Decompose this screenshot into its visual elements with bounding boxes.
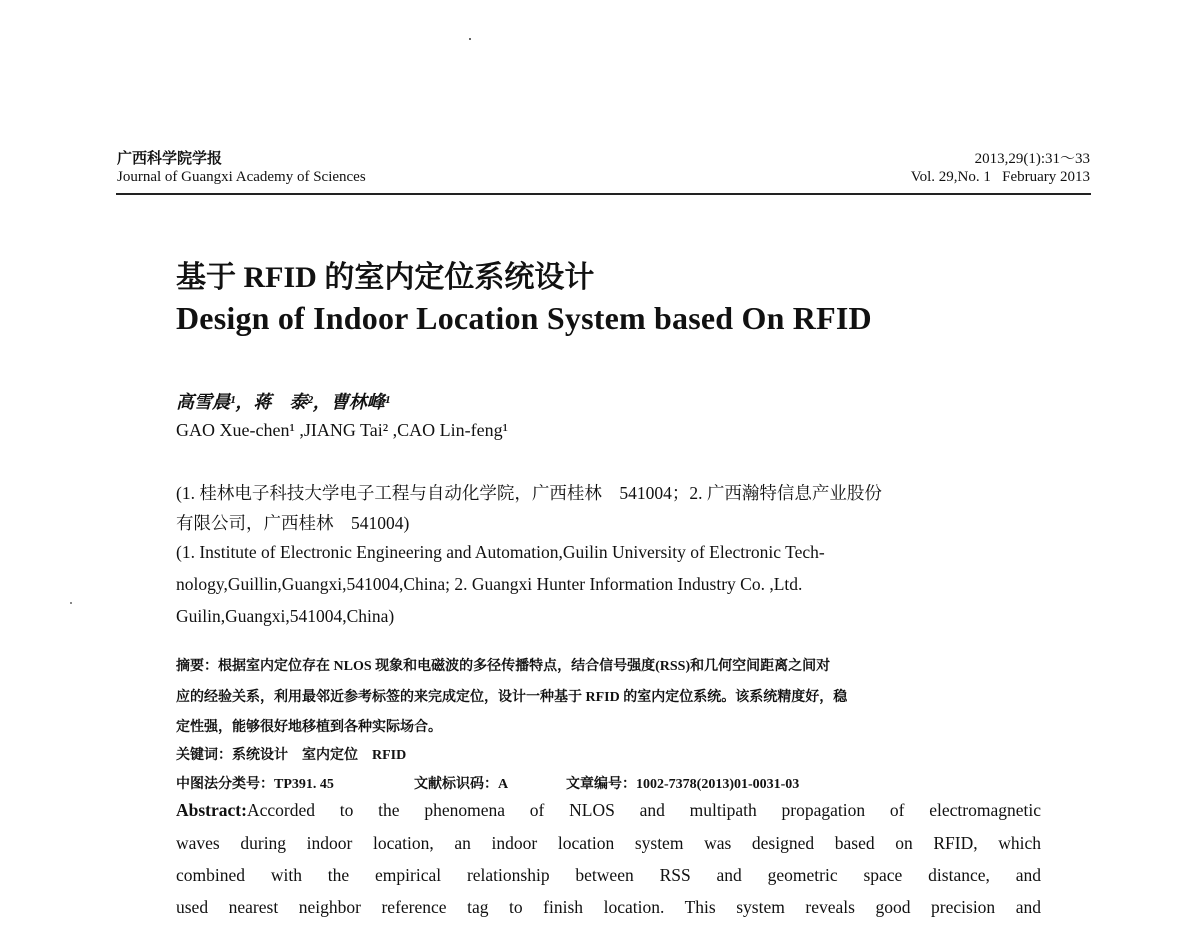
authors-cn: 高雪晨¹，蒋 泰²，曹林峰¹ xyxy=(176,392,391,412)
abstract-en-line: waves during indoor location, an indoor location system was designed based on RFID, which xyxy=(176,833,1041,853)
abstract-label: Abstract: xyxy=(176,800,247,820)
abstract-cn-line: 定性强，能够很好地移植到各种实际场合。 xyxy=(176,720,442,735)
abstract-en-line: combined with the empirical relationship between RSS and geometric space distance, and xyxy=(176,865,1041,885)
keywords-cn: 关键词：系统设计 室内定位 RFID xyxy=(176,748,407,763)
scan-speck xyxy=(70,602,72,604)
abstract-en-line: used nearest neighbor reference tag to finish location. This system reveals good precision and xyxy=(176,897,1041,917)
journal-name-en: Journal of Guangxi Academy of Sciences xyxy=(117,169,366,185)
authors-en: GAO Xue-chen¹ ,JIANG Tai² ,CAO Lin-feng¹ xyxy=(176,420,509,440)
clc-number: 中图法分类号：TP391. 45 xyxy=(176,777,334,792)
affiliation-cn-line: (1. 桂林电子科技大学电子工程与自动化学院，广西桂林 541004；2. 广西瀚特信息产业股份 xyxy=(176,483,882,503)
scan-speck xyxy=(469,38,471,40)
abstract-en-line xyxy=(176,800,1041,821)
abstract-en-text: Accorded to the phenomena of NLOS and multipath propagation of electromagnetic xyxy=(246,800,1041,820)
affiliation-en-line: (1. Institute of Electronic Engineering and Automation,Guilin University of Electronic Tech- xyxy=(176,542,825,562)
affiliation-en-line: nology,Guillin,Guangxi,541004,China; 2. Guangxi Hunter Information Industry Co. ,Ltd. xyxy=(176,574,803,594)
citation: 2013,29(1):31～33 xyxy=(974,151,1090,167)
abstract-cn-line: 摘要：根据室内定位存在 NLOS 现象和电磁波的多径传播特点，结合信号强度(RSS)和几何空间距离之间对 xyxy=(176,659,831,674)
volume-info: Vol. 29,No. 1 February 2013 xyxy=(910,169,1090,185)
journal-name-cn: 广西科学院学报 xyxy=(117,151,223,167)
article-number: 文章编号：1002-7378(2013)01-0031-03 xyxy=(566,777,800,792)
title-cn: 基于 RFID 的室内定位系统设计 xyxy=(176,261,595,294)
header-rule xyxy=(116,193,1091,195)
abstract-cn-line: 应的经验关系，利用最邻近参考标签的来完成定位，设计一种基于 RFID 的室内定位系统。该系统精度好，稳 xyxy=(176,690,848,705)
affiliation-cn-line: 有限公司，广西桂林 541004) xyxy=(176,513,410,533)
title-en: Design of Indoor Location System based On RFID xyxy=(176,300,872,336)
document-code: 文献标识码：A xyxy=(414,777,509,792)
affiliation-en-line: Guilin,Guangxi,541004,China) xyxy=(176,606,395,626)
